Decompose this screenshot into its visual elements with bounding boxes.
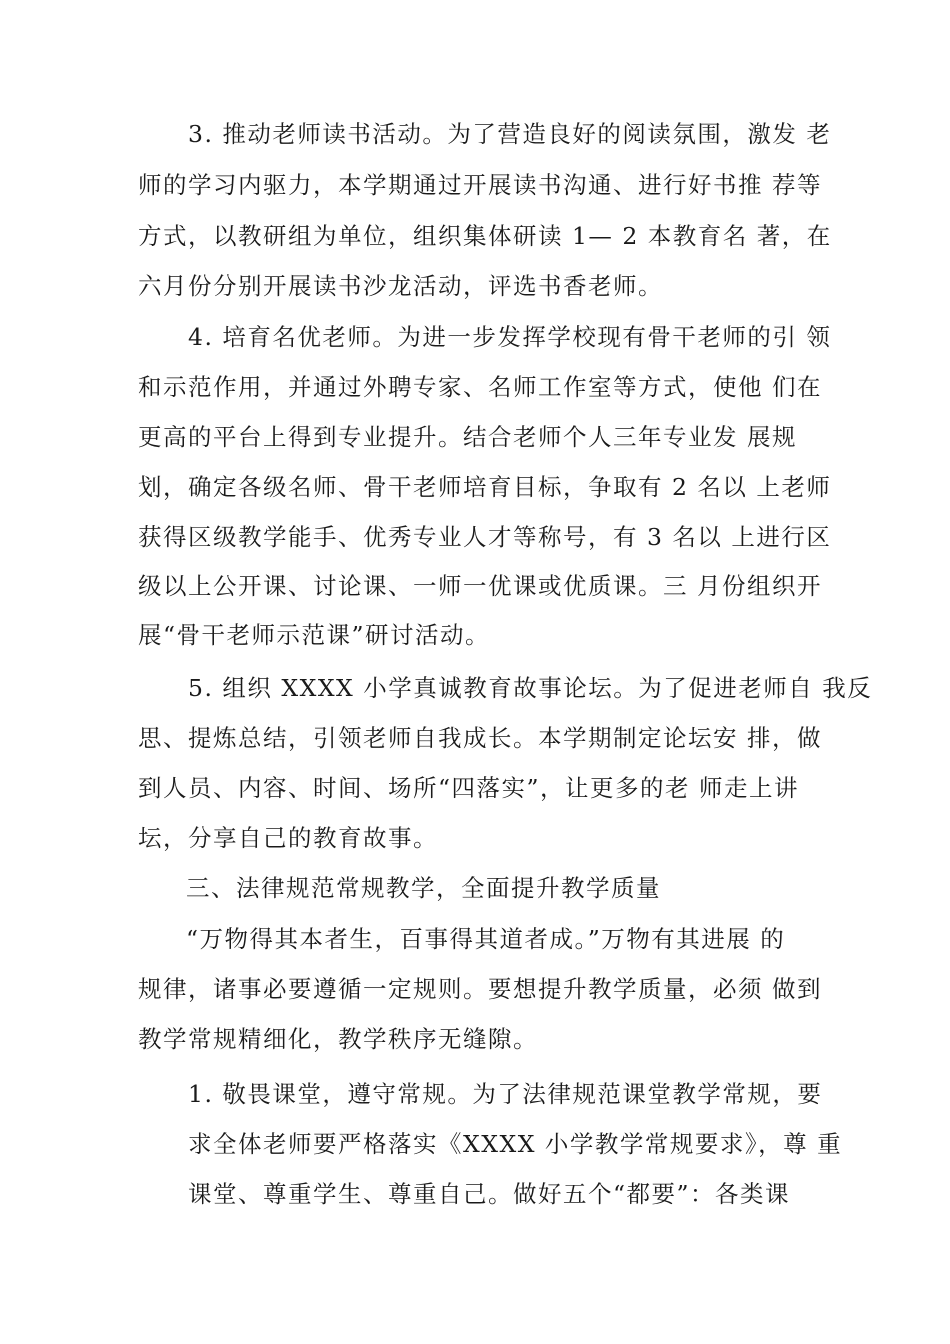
item-4-line-7: 展“骨干老师示范课”研讨活动。 — [138, 621, 491, 649]
item-3-line-4: 六月份分别开展读书沙龙活动，评选书香老师。 — [138, 272, 663, 300]
item-4-line-6: 级以上公开课、讨论课、一师一优课或优质课。三 月份组织开 — [138, 572, 822, 600]
section-3-heading: 三、法律规范常规教学，全面提升教学质量 — [186, 874, 661, 902]
item-5-line-3: 到人员、内容、时间、场所“四落实”，让更多的老 师走上讲 — [138, 774, 799, 802]
item-3-line-3: 方式，以教研组为单位，组织集体研读 1— 2 本教育名 著，在 — [138, 222, 832, 250]
item-3-line-1: 3. 推动老师读书活动。为了营造良好的阅读氛围，激发 老 — [188, 120, 832, 148]
section-3-intro-line-1: “万物得其本者生，百事得其道者成。”万物有其进展 的 — [186, 925, 786, 953]
item-4-line-3: 更高的平台上得到专业提升。结合老师个人三年专业发 展规 — [138, 423, 797, 451]
item-5-line-1: 5. 组织 XXXX 小学真诚教育故事论坛。为了促进老师自 我反 — [188, 674, 873, 702]
item-4-line-5: 获得区级教学能手、优秀专业人才等称号，有 3 名以 上进行区 — [138, 523, 832, 551]
item-5-line-4: 坛，分享自己的教育故事。 — [138, 824, 438, 852]
sub-item-1-line-3: 课堂、尊重学生、尊重自己。做好五个“都要”：各类课 — [188, 1180, 791, 1208]
section-3-intro-line-2: 规律，诸事必要遵循一定规则。要想提升教学质量，必须 做到 — [138, 975, 822, 1003]
item-4-line-1: 4. 培育名优老师。为进一步发挥学校现有骨干老师的引 领 — [188, 323, 832, 351]
sub-item-1-line-1: 1. 敬畏课堂，遵守常规。为了法律规范课堂教学常规，要 — [188, 1080, 823, 1108]
sub-item-1-line-2: 求全体老师要严格落实《XXXX 小学教学常规要求》，尊 重 — [188, 1130, 843, 1158]
item-5-line-2: 思、提炼总结，引领老师自我成长。本学期制定论坛安 排，做 — [138, 724, 822, 752]
item-4-line-2: 和示范作用，并通过外聘专家、名师工作室等方式，使他 们在 — [138, 373, 822, 401]
section-3-intro-line-3: 教学常规精细化，教学秩序无缝隙。 — [138, 1025, 538, 1053]
item-4-line-4: 划，确定各级名师、骨干老师培育目标，争取有 2 名以 上老师 — [138, 473, 832, 501]
item-3-line-2: 师的学习内驱力，本学期通过开展读书沟通、进行好书推 荐等 — [138, 171, 822, 199]
